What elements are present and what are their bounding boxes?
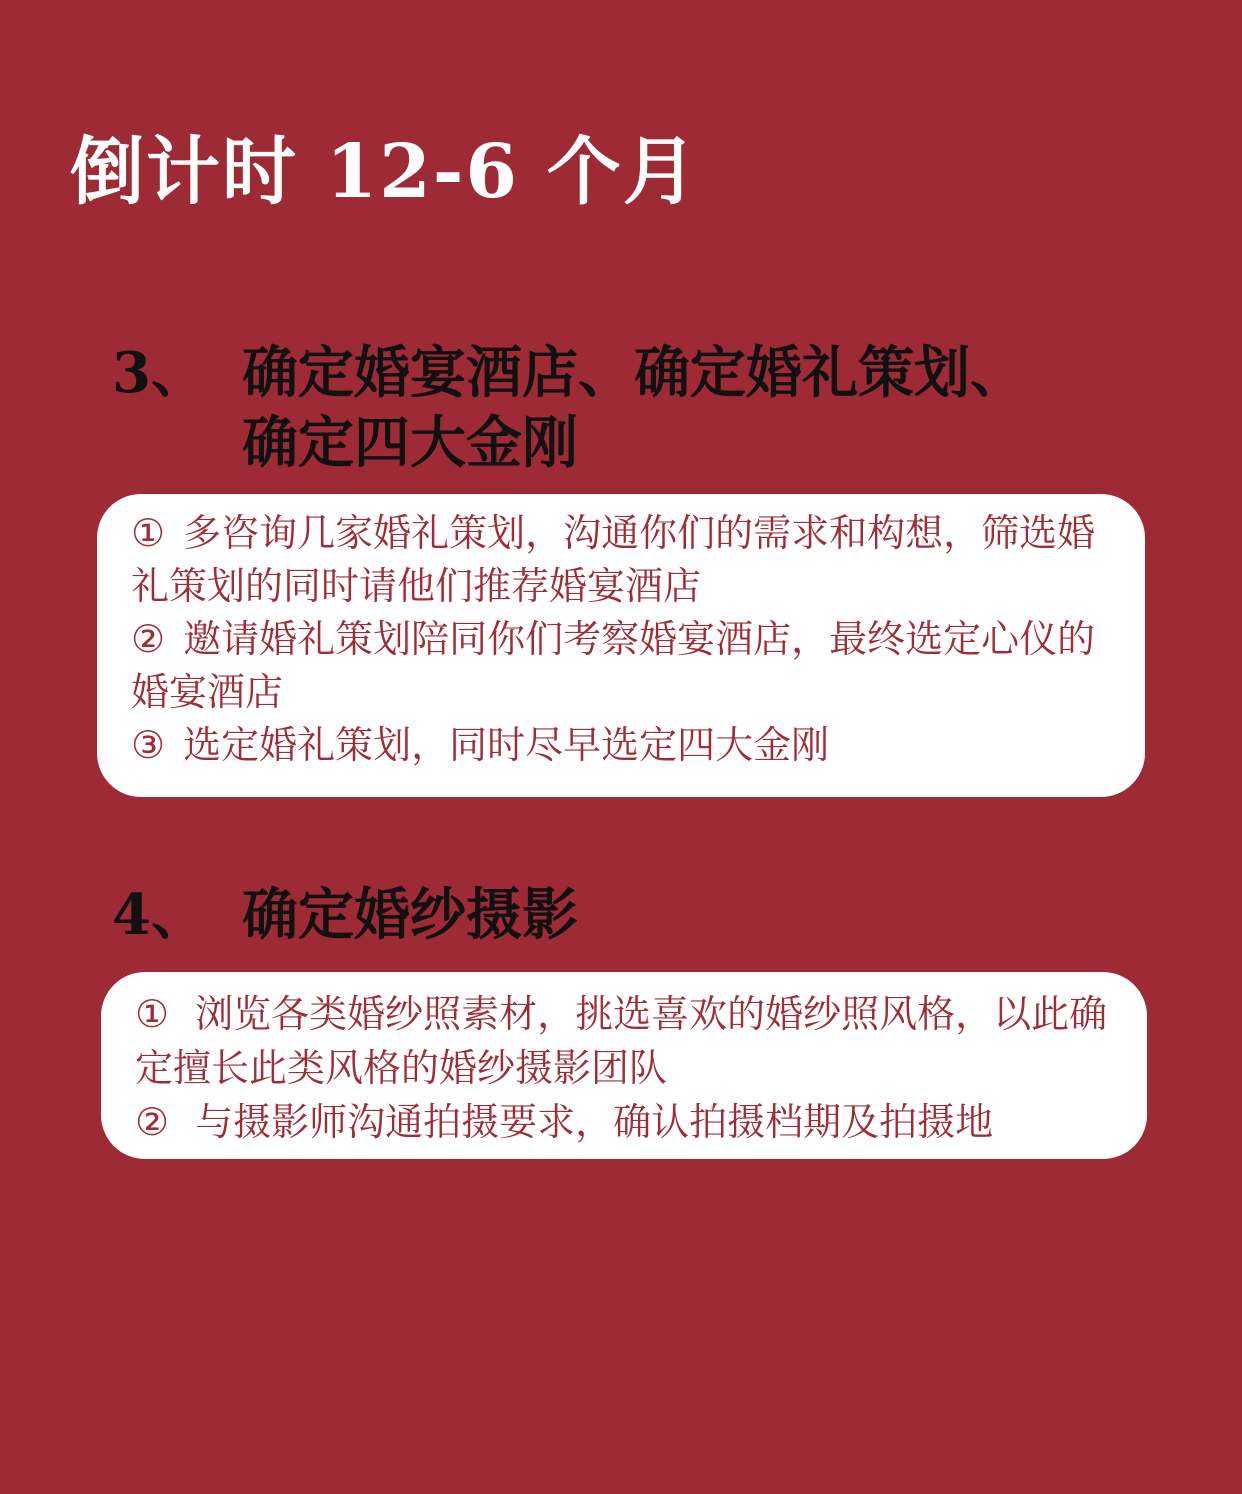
item-text: 多咨询几家婚礼策划，沟通你们的需求和构想，筛选婚礼策划的同时请他们推荐婚宴酒店 xyxy=(131,511,1096,608)
item-text: 选定婚礼策划，同时尽早选定四大金刚 xyxy=(183,723,830,767)
section-heading-3 xyxy=(112,338,1062,478)
item-marker: ③ xyxy=(131,723,166,767)
item-marker: ② xyxy=(135,1100,170,1144)
item-text: 邀请婚礼策划陪同你们考察婚宴酒店，最终选定心仪的婚宴酒店 xyxy=(131,617,1096,714)
section-title: 确定婚宴酒店、确定婚礼策划、确定四大金刚 xyxy=(242,340,1026,476)
section-heading-4 xyxy=(112,880,578,950)
page-title: 倒计时 12-6 个月 xyxy=(70,129,699,215)
list-item xyxy=(131,507,1105,613)
item-text: 浏览各类婚纱照素材，挑选喜欢的婚纱照风格，以此确定擅长此类风格的婚纱摄影团队 xyxy=(135,992,1108,1090)
list-item xyxy=(135,1095,1109,1149)
section-number: 4、 xyxy=(112,882,207,948)
task-list xyxy=(135,987,1109,1149)
item-marker: ② xyxy=(131,617,166,661)
section-card-3 xyxy=(97,494,1145,797)
item-marker: ① xyxy=(135,992,170,1036)
list-item xyxy=(131,613,1105,719)
section-number: 3、 xyxy=(112,340,207,406)
item-text: 与摄影师沟通拍摄要求，确认拍摄档期及拍摄地 xyxy=(195,1100,994,1144)
list-item xyxy=(131,719,1105,772)
list-item xyxy=(135,987,1109,1095)
section-title: 确定婚纱摄影 xyxy=(242,882,578,948)
item-marker: ① xyxy=(131,511,166,555)
section-card-4 xyxy=(101,972,1147,1159)
task-list xyxy=(131,507,1105,772)
